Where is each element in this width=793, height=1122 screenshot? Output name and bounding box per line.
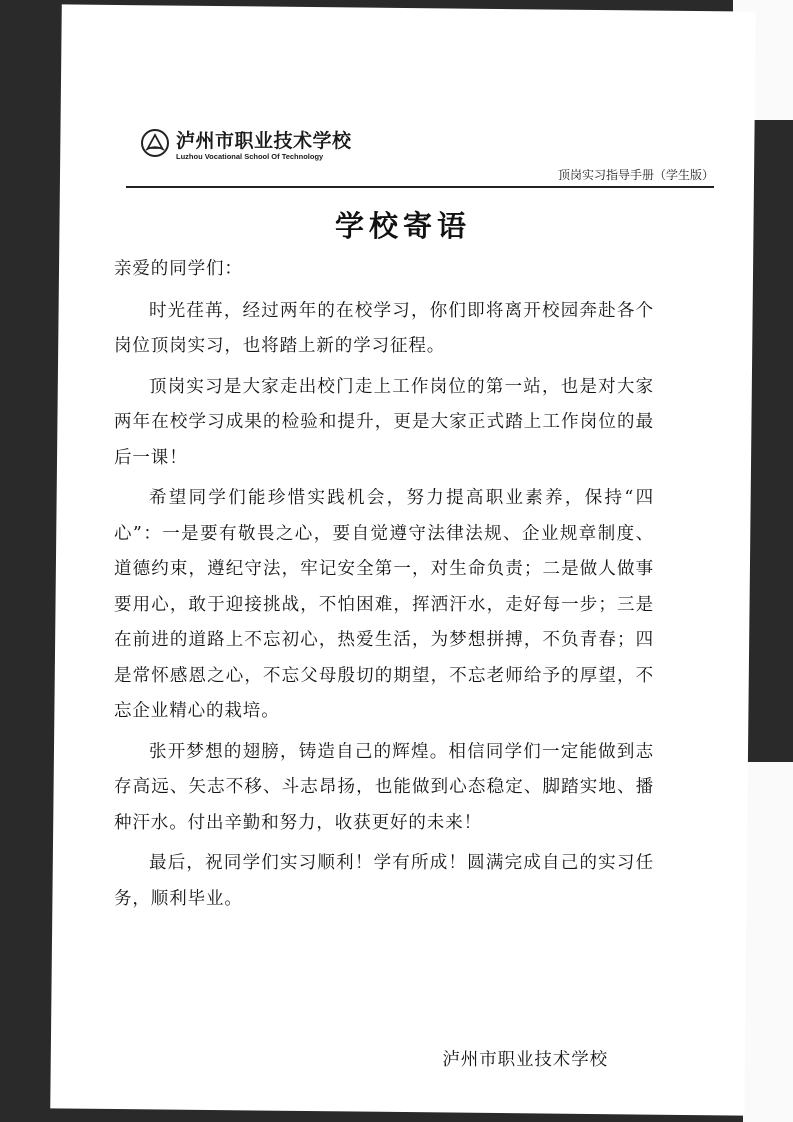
paper-sheet: [50, 4, 756, 1115]
letter-signature: 泸州市职业技术学校: [442, 1050, 608, 1070]
letter-body: [114, 252, 654, 922]
page-header: [126, 124, 714, 190]
letter-salutation: 亲爱的同学们：: [114, 259, 243, 279]
handbook-title: 顶岗实习指导手册（学生版）: [557, 168, 714, 182]
scanner-bed-bottom: [743, 762, 793, 1122]
school-emblem-icon: [140, 128, 170, 158]
school-name-en: Luzhou Vocational School Of Technology: [176, 152, 324, 161]
page-content: [56, 8, 750, 1112]
school-name-cn: 泸州市职业技术学校: [176, 130, 352, 152]
letter-paragraph: 张开梦想的翅膀，铸造自己的辉煌。相信同学们一定能做到志存高远、矢志不移、斗志昂扬，也能做到心态稳定、脚踏实地、播种汗水。付出辛勤和努力，收获更好的未来！: [114, 741, 654, 833]
header-divider: [126, 186, 714, 188]
letter-title: 学校寄语: [334, 209, 471, 243]
letter-paragraph: 最后，祝同学们实习顺利！学有所成！圆满完成自己的实习任务，顺利毕业。: [114, 853, 654, 909]
letter-paragraph: 时光荏苒，经过两年的在校学习，你们即将离开校园奔赴各个岗位顶岗实习，也将踏上新的学习征程。: [114, 300, 654, 356]
letter-paragraph: 希望同学们能珍惜实践机会，努力提高职业素养，保持“四心”：一是要有敬畏之心，要自觉遵守法律法规、企业规章制度、道德约束，遵纪守法，牢记安全第一，对生命负责；二是做人做事要用心，敢于迎接挑战，不怕困难，挥洒汗水，走好每一步；三是在前进的道路上不忘初心，热爱生活，为梦想拼搏，不负青春；四是常怀感恩之心，不忘父母殷切的期望，不忘老师给予的厚望，不忘企业精心的栽培。: [114, 488, 654, 721]
letter-paragraph: 顶岗实习是大家走出校门走上工作岗位的第一站，也是对大家两年在校学习成果的检验和提升，更是大家正式踏上工作岗位的最后一课！: [114, 376, 654, 468]
